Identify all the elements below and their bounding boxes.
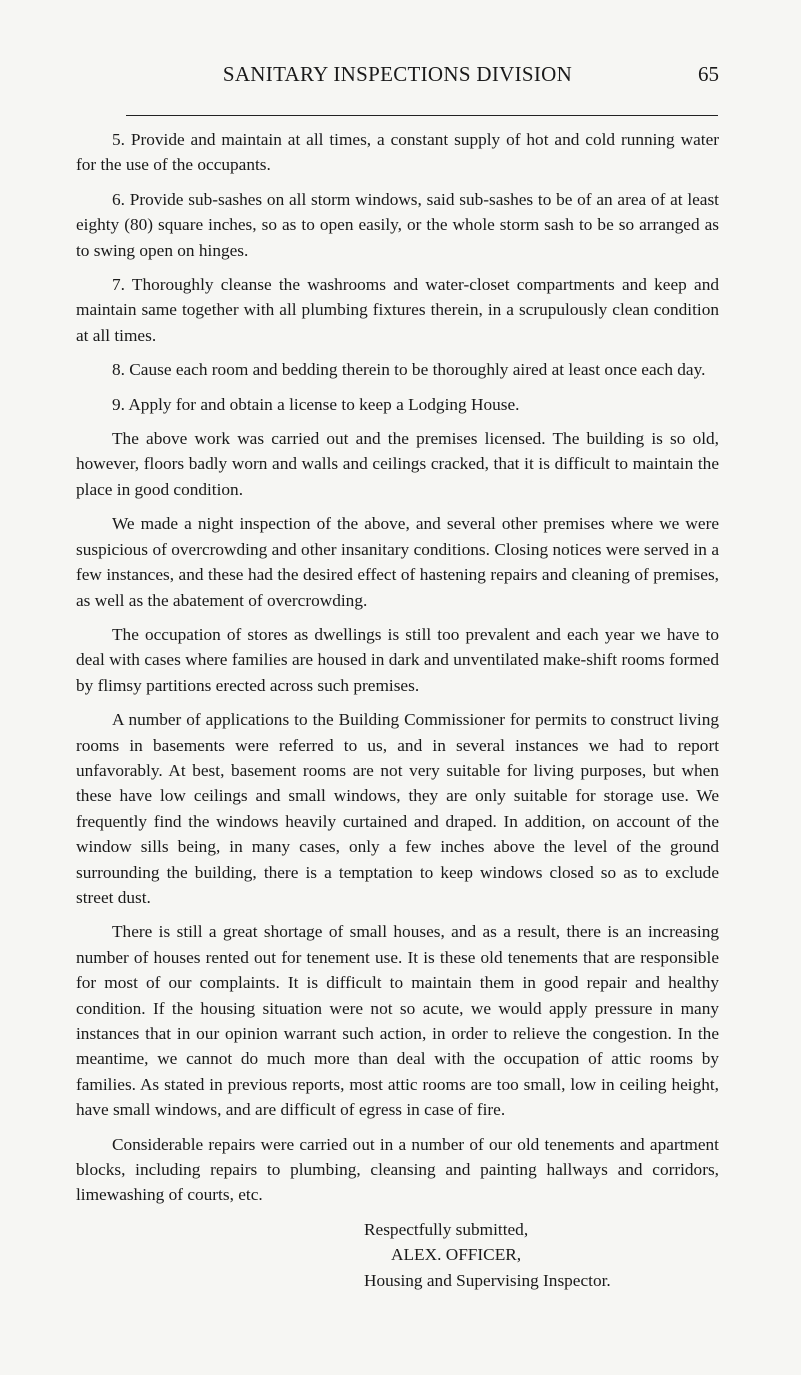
paragraph-item-9: 9. Apply for and obtain a license to keep a Lodging House. [112, 394, 520, 414]
body-text [76, 127, 719, 1293]
header-rule [126, 115, 718, 116]
signature-block [364, 1217, 719, 1293]
paragraph-night-inspection: We made a night inspection of the above, and several other premises where we were suspicious of overcrowding and other insanitary conditions. Closing notices were served in a few instances, and these had the desired effect of hastening repairs and cleaning of premises, as well as the abatement of overcrowding. [76, 514, 719, 610]
paragraph-item-6: 6. Provide sub-sashes on all storm windows, said sub-sashes to be of an area of at least eighty (80) square inches, so as to open easily, or the whole storm sash to be so arranged as to swing open on hinges. [76, 189, 719, 260]
signature-title: Housing and Supervising Inspector. [364, 1270, 611, 1290]
paragraph-housing-shortage: There is still a great shortage of small houses, and as a result, there is an increasing number of houses rented out for tenement use. It is these old tenements that are responsible for most of our complaints. It is difficult to maintain them in good repair and healthy condition. If the housing situation were not so acute, we would apply pressure in many instances that in our opinion warrant such action, in order to relieve the congestion. In the meantime, we cannot do much more than deal with the occupation of attic rooms by families. As stated in previous reports, most attic rooms are too small, low in ceiling height, have small windows, and are difficult of egress in case of fire. [76, 922, 719, 1120]
page-number: 65 [698, 62, 719, 86]
paragraph-stores-as-dwellings: The occupation of stores as dwellings is still too prevalent and each year we have to deal with cases where families are housed in dark and unventilated make-shift rooms formed by flimsy partitions erected across such premises. [76, 624, 719, 695]
paragraph-item-8: 8. Cause each room and bedding therein to be thoroughly aired at least once each day. [112, 360, 706, 380]
running-title: SANITARY INSPECTIONS DIVISION [222, 62, 573, 86]
signature-name: ALEX. OFFICER, [391, 1245, 522, 1265]
signature-closing: Respectfully submitted, [364, 1219, 529, 1239]
paragraph-item-7: 7. Thoroughly cleanse the washrooms and water-closet compartments and keep and maintain same together with all plumbing fixtures therein, in a scrupulously clean condition at all times. [76, 275, 719, 345]
paragraph-basement-rooms: A number of applications to the Building Commissioner for permits to construct living rooms in basements were referred to us, and in several instances we had to report unfavorably. At best, basement rooms are not very suitable for living purposes, but when these have low ceilings and small windows, they are only suitable for storage use. We frequently find the windows heavily curtained and draped. In addition, on account of the window sills being, in many cases, only a few inches above the level of the ground surrounding the building, there is a temptation to keep windows closed so as to exclude street dust. [76, 710, 719, 907]
paragraph-repairs: Considerable repairs were carried out in a number of our old tenements and apartment blocks, including repairs to plumbing, cleansing and painting hallways and corridors, limewashing of courts, etc. [76, 1134, 719, 1205]
paragraph-item-5: 5. Provide and maintain at all times, a constant supply of hot and cold running water for the use of the occupants. [76, 130, 719, 175]
paragraph-work-carried-out: The above work was carried out and the premises licensed. The building is so old, however, floors badly worn and walls and ceilings cracked, that it is difficult to maintain the place in good condition. [76, 429, 719, 499]
page-header [76, 62, 719, 92]
